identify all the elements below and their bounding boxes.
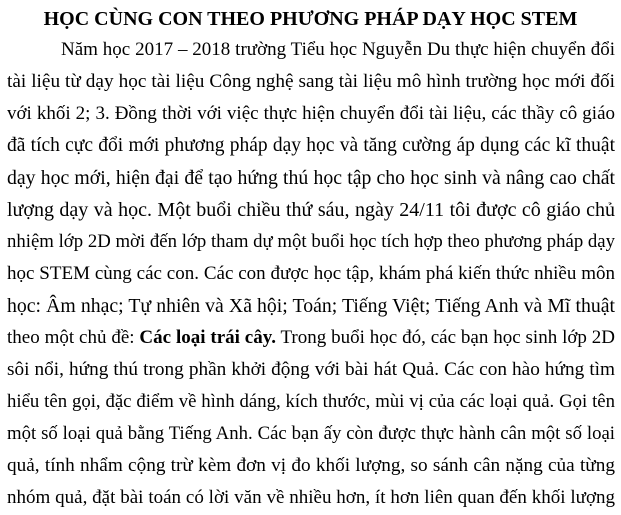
paragraph-line: học: Âm nhạc; Tự nhiên và Xã hội; Toán; Tiếng Việt; Tiếng Anh và Mĩ thuật [7,295,615,317]
topic-title-bold: Các loại trái cây. [139,327,276,348]
paragraph-line: một số loại quả bằng Tiếng Anh. Các bạn ấy còn được thực hành cân một số loại [7,423,615,444]
paragraph-line: học STEM cùng các con. Các con được học tập, khám phá kiến thức nhiều môn [7,263,615,284]
paragraph-line: nhiệm lớp 2D mời đến lớp tham dự một buổi học tích hợp theo phương pháp dạy [7,231,615,252]
paragraph-line: tài liệu từ dạy học tài liệu Công nghệ sang tài liệu mô hình trường học mới đối [7,71,615,92]
topic-continuation-text: Trong buổi học đó, các bạn học sinh lớp 2D [275,327,615,348]
paragraph-line: Năm học 2017 – 2018 trường Tiểu học Nguyễn Du thực hiện chuyển đổi [61,39,615,60]
paragraph-line: với khối 2; 3. Đồng thời với việc thực hiện chuyển đổi tài liệu, các thầy cô giáo [7,103,615,124]
topic-intro-text: theo một chủ đề: [7,327,140,348]
paragraph-line: lượng dạy và học. Một buổi chiều thứ sáu, ngày 24/11 tôi được cô giáo chủ [7,199,615,221]
paragraph-line: quả, tính nhẩm cộng trừ kèm đơn vị đo khối lượng, so sánh cân nặng của từng [7,455,615,476]
paragraph-line-with-topic [7,324,615,352]
document-title: HỌC CÙNG CON THEO PHƯƠNG PHÁP DẠY HỌC STEM [43,8,578,30]
paragraph-line: dạy học mới, hiện đại để tạo hứng thú học tập cho học sinh và nâng cao chất [7,167,615,189]
paragraph-line: nhóm quả, đặt bài toán có lời văn về nhiều hơn, ít hơn liên quan đến khối lượng [7,487,615,508]
paragraph-line: hiểu tên gọi, đặc điểm về hình dáng, kích thước, mùi vị của các loại quả. Gọi tên [7,391,615,412]
paragraph-line: sôi nổi, hứng thú trong phần khởi động với bài hát Quả. Các con hào hứng tìm [7,359,615,380]
paragraph-line: đã tích cực đổi mới phương pháp dạy học và tăng cường áp dụng các kĩ thuật [7,135,615,156]
